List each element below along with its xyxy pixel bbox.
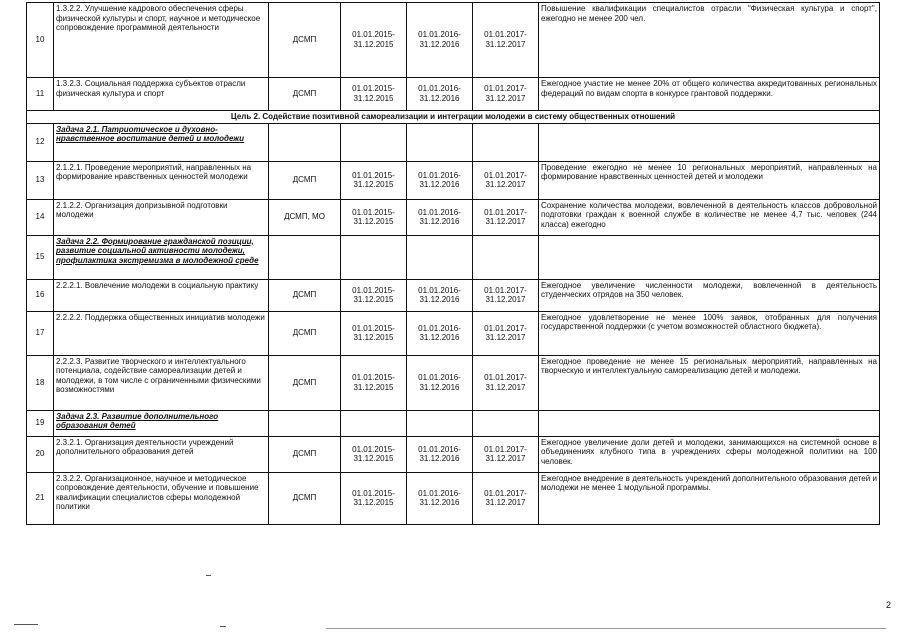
page-number: 2 xyxy=(885,600,891,610)
row-number: 12 xyxy=(27,123,54,161)
table-row xyxy=(27,78,880,111)
measure-name: 2.3.2.1. Организация деятельности учреждений дополнительного образования детей xyxy=(54,436,269,472)
task-heading: Задача 2.3. Развитие дополнительного образования детей xyxy=(54,410,269,436)
period-2017: 01.01.2017- 31.12.2017 xyxy=(473,472,539,524)
row-number: 10 xyxy=(27,3,54,78)
task-heading: Задача 2.1. Патриотическое и духовно-нравственное воспитание детей и молодежи xyxy=(54,123,269,161)
period-2017: 01.01.2017- 31.12.2017 xyxy=(473,436,539,472)
table-row xyxy=(27,472,880,524)
measure-name: 2.3.2.2. Организационное, научное и методическое сопровождение деятельности, обучение и повышение квалификации специалистов сферы молодежной политики xyxy=(54,472,269,524)
task-row xyxy=(27,235,880,279)
period-2016: 01.01.2016- 31.12.2016 xyxy=(407,279,473,311)
expected-result: Сохранение количества молодежи, вовлеченной в деятельность классов добровольной подготовки граждан к военной службе в количестве не менее 4,7 тыс. человек (244 класса) ежегодно xyxy=(539,199,880,235)
period-2016: 01.01.2016- 31.12.2016 xyxy=(407,161,473,199)
expected-result: Ежегодное участие не менее 20% от общего количества аккредитованных региональных федераций по видам спорта в конкурсе грантовой поддержки. xyxy=(539,78,880,111)
task-heading: Задача 2.2. Формирование гражданской позиции, развитие социальной активности молодежи, профилактика экстремизма в молодежной среде xyxy=(54,235,269,279)
row-number: 14 xyxy=(27,199,54,235)
period-2016: 01.01.2016- 31.12.2016 xyxy=(407,472,473,524)
period-2015: 01.01.2015- 31.12.2015 xyxy=(341,279,407,311)
period-2016: 01.01.2016- 31.12.2016 xyxy=(407,78,473,111)
period-2017: 01.01.2017- 31.12.2017 xyxy=(473,279,539,311)
table-row xyxy=(27,311,880,355)
executor: ДСМП xyxy=(269,472,341,524)
expected-result: Ежегодное проведение не менее 15 региональных мероприятий, направленных на творческую и интеллектуальную самореализацию детей и молодежи. xyxy=(539,355,880,410)
measure-name: 2.1.2.1. Проведение мероприятий, направленных на формирование нравственных ценностей молодежи xyxy=(54,161,269,199)
row-number: 15 xyxy=(27,235,54,279)
expected-result: Ежегодное увеличение численности молодежи, вовлеченной в деятельность студенческих отрядов на 350 человек. xyxy=(539,279,880,311)
measure-name: 2.2.2.3. Развитие творческого и интеллектуального потенциала, содействие самореализации детей и молодежи, в том числе с ограниченными физическими возможностями xyxy=(54,355,269,410)
expected-result: Ежегодное внедрение в деятельность учреждений дополнительного образования детей и молодежи не менее 1 модульной программы. xyxy=(539,472,880,524)
table-row xyxy=(27,436,880,472)
goal-heading: Цель 2. Содействие позитивной самореализации и интеграции молодежи в систему общественных отношений xyxy=(27,111,880,124)
table-row xyxy=(27,3,880,78)
table-row xyxy=(27,279,880,311)
period-2015: 01.01.2015- 31.12.2015 xyxy=(341,199,407,235)
goal-row xyxy=(27,111,880,124)
measure-name: 1.3.2.2. Улучшение кадрового обеспечения сферы физической культуры и спорт, научное и методическое сопровождение программной деятельности xyxy=(54,3,269,78)
executor: ДСМП xyxy=(269,161,341,199)
executor: ДСМП xyxy=(269,311,341,355)
period-2016: 01.01.2016- 31.12.2016 xyxy=(407,436,473,472)
period-2017: 01.01.2017- 31.12.2017 xyxy=(473,311,539,355)
period-2017: 01.01.2017- 31.12.2017 xyxy=(473,78,539,111)
program-measures-table xyxy=(26,2,880,525)
period-2015: 01.01.2015- 31.12.2015 xyxy=(341,472,407,524)
expected-result: Повышение квалификации специалистов отрасли "Физическая культура и спорт", ежегодно не менее 200 чел. xyxy=(539,3,880,78)
task-row xyxy=(27,410,880,436)
period-2017: 01.01.2017- 31.12.2017 xyxy=(473,161,539,199)
executor: ДСМП xyxy=(269,3,341,78)
table-row xyxy=(27,161,880,199)
executor: ДСМП, МО xyxy=(269,199,341,235)
expected-result: Ежегодное увеличение доли детей и молодежи, занимающихся на системной основе в объединениях клубного типа в учреждениях сферы молодежной политики на 100 человек. xyxy=(539,436,880,472)
period-2016: 01.01.2016- 31.12.2016 xyxy=(407,311,473,355)
row-number: 18 xyxy=(27,355,54,410)
row-number: 13 xyxy=(27,161,54,199)
measure-name: 2.2.2.2. Поддержка общественных инициатив молодежи xyxy=(54,311,269,355)
scan-mark xyxy=(14,624,38,625)
row-number: 17 xyxy=(27,311,54,355)
row-number: 16 xyxy=(27,279,54,311)
measure-name: 1.3.2.3. Социальная поддержка субъектов отрасли физическая культура и спорт xyxy=(54,78,269,111)
period-2017: 01.01.2017- 31.12.2017 xyxy=(473,355,539,410)
period-2017: 01.01.2017- 31.12.2017 xyxy=(473,199,539,235)
scan-mark xyxy=(206,575,211,576)
measure-name: 2.1.2.2. Организация допризывной подготовки молодежи xyxy=(54,199,269,235)
expected-result: Проведение ежегодно не менее 10 региональных мероприятий, направленных на формирование нравственных ценностей детей и молодежи xyxy=(539,161,880,199)
table-row xyxy=(27,355,880,410)
period-2015: 01.01.2015- 31.12.2015 xyxy=(341,355,407,410)
period-2017: 01.01.2017- 31.12.2017 xyxy=(473,3,539,78)
period-2015: 01.01.2015- 31.12.2015 xyxy=(341,161,407,199)
table-row xyxy=(27,199,880,235)
period-2016: 01.01.2016- 31.12.2016 xyxy=(407,3,473,78)
executor: ДСМП xyxy=(269,279,341,311)
period-2015: 01.01.2015- 31.12.2015 xyxy=(341,311,407,355)
period-2016: 01.01.2016- 31.12.2016 xyxy=(407,355,473,410)
row-number: 21 xyxy=(27,472,54,524)
executor: ДСМП xyxy=(269,355,341,410)
task-row xyxy=(27,123,880,161)
period-2015: 01.01.2015- 31.12.2015 xyxy=(341,3,407,78)
row-number: 20 xyxy=(27,436,54,472)
period-2015: 01.01.2015- 31.12.2015 xyxy=(341,436,407,472)
row-number: 11 xyxy=(27,78,54,111)
scan-mark xyxy=(326,628,886,629)
executor: ДСМП xyxy=(269,436,341,472)
measure-name: 2.2.2.1. Вовлечение молодежи в социальную практику xyxy=(54,279,269,311)
row-number: 19 xyxy=(27,410,54,436)
period-2016: 01.01.2016- 31.12.2016 xyxy=(407,199,473,235)
period-2015: 01.01.2015- 31.12.2015 xyxy=(341,78,407,111)
scan-mark xyxy=(220,626,226,627)
expected-result: Ежегодное удовлетворение не менее 100% заявок, отобранных для получения государственной поддержки (с учетом возможностей областного бюджета). xyxy=(539,311,880,355)
executor: ДСМП xyxy=(269,78,341,111)
